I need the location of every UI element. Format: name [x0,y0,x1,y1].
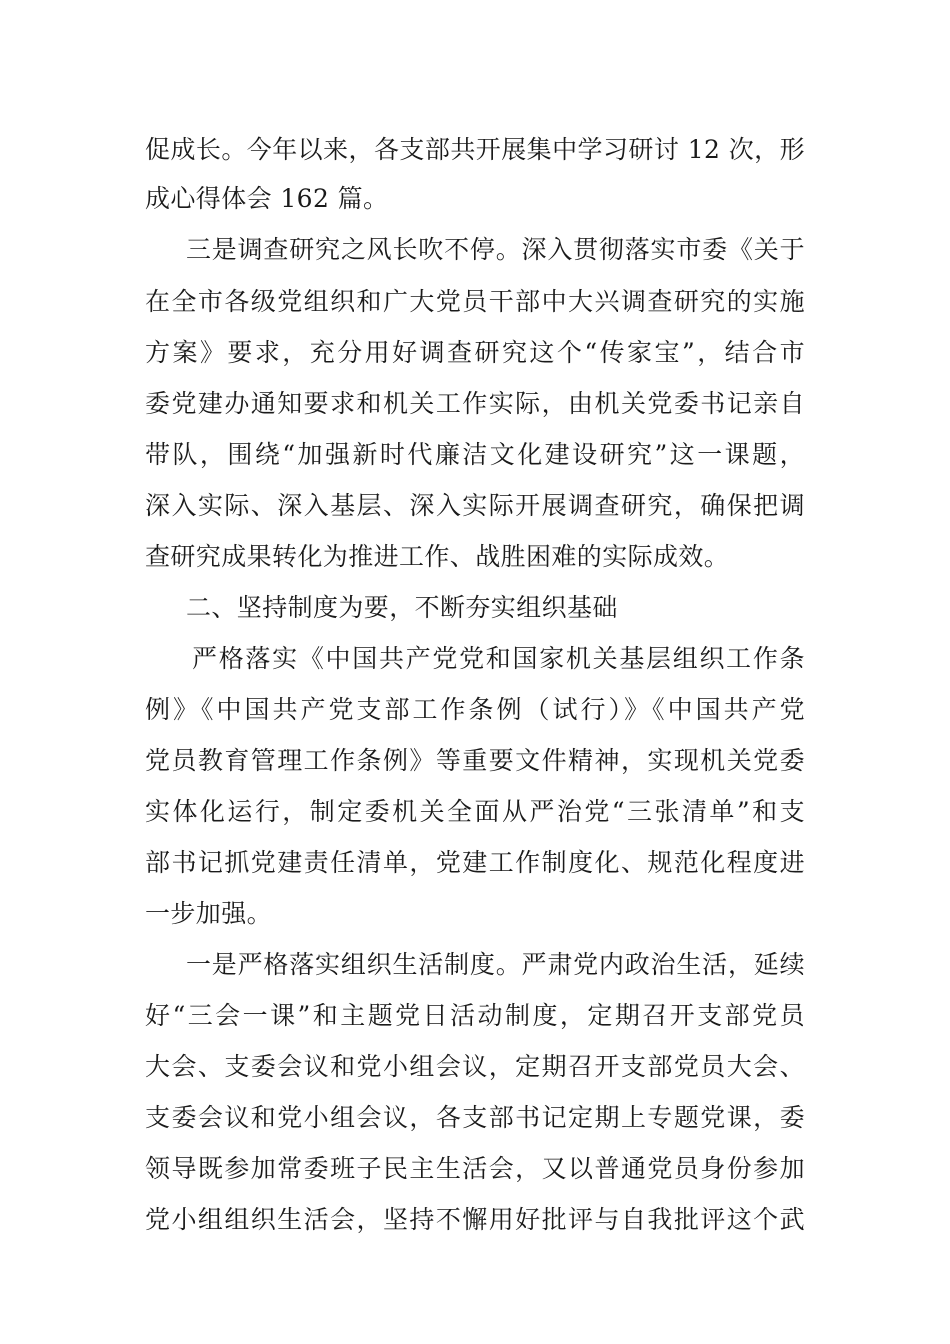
text-line-13: 党员教育管理工作条例》等重要文件精神，实现机关党委 [145,746,805,775]
text-line-8: 深入实际、深入基层、深入实际开展调查研究，确保把调 [145,491,805,520]
text-line-1: 促成长。今年以来，各支部共开展集中学习研讨 12 次，形 [145,135,805,164]
text-line-15: 部书记抓党建责任清单，党建工作制度化、规范化程度进 [145,848,805,877]
text-line-6: 委党建办通知要求和机关工作实际，由机关党委书记亲自 [145,389,805,418]
text-line-19: 大会、支委会议和党小组会议，定期召开支部党员大会、 [145,1052,805,1081]
text-line-5: 方案》要求，充分用好调查研究这个“传家宝”，结合市 [145,338,805,367]
text-line-20: 支委会议和党小组会议，各支部书记定期上专题党课，委 [145,1103,805,1132]
text-line-21: 领导既参加常委班子民主生活会，又以普通党员身份参加 [145,1154,805,1183]
text-line-7: 带队，围绕“加强新时代廉洁文化建设研究”这一课题， [145,440,805,469]
text-line-12: 例》《中国共产党支部工作条例（试行）》《中国共产党 [145,695,805,724]
text-line-22: 党小组组织生活会，坚持不懈用好批评与自我批评这个武 [145,1205,805,1234]
paragraph-3-first-line: 三是调查研究之风长吹不停。深入贯彻落实市委《关于 [186,235,805,264]
text-line-16: 一步加强。 [145,899,273,928]
text-line-9: 查研究成果转化为推进工作、战胜困难的实际成效。 [145,542,730,571]
text-line-18: 好“三会一课”和主题党日活动制度，定期召开支部党员 [145,1001,805,1030]
text-line-2: 成心得体会 162 篇。 [145,184,389,213]
paragraph-17-first-line: 一是严格落实组织生活制度。严肃党内政治生活，延续 [186,950,805,979]
text-line-14: 实体化运行，制定委机关全面从严治党“三张清单”和支 [145,797,805,826]
section-heading: 二、坚持制度为要，不断夯实组织基础 [186,593,618,622]
text-line-4: 在全市各级党组织和广大党员干部中大兴调查研究的实施 [145,287,805,316]
paragraph-11-first-line: 严格落实《中国共产党党和国家机关基层组织工作条 [192,644,805,673]
